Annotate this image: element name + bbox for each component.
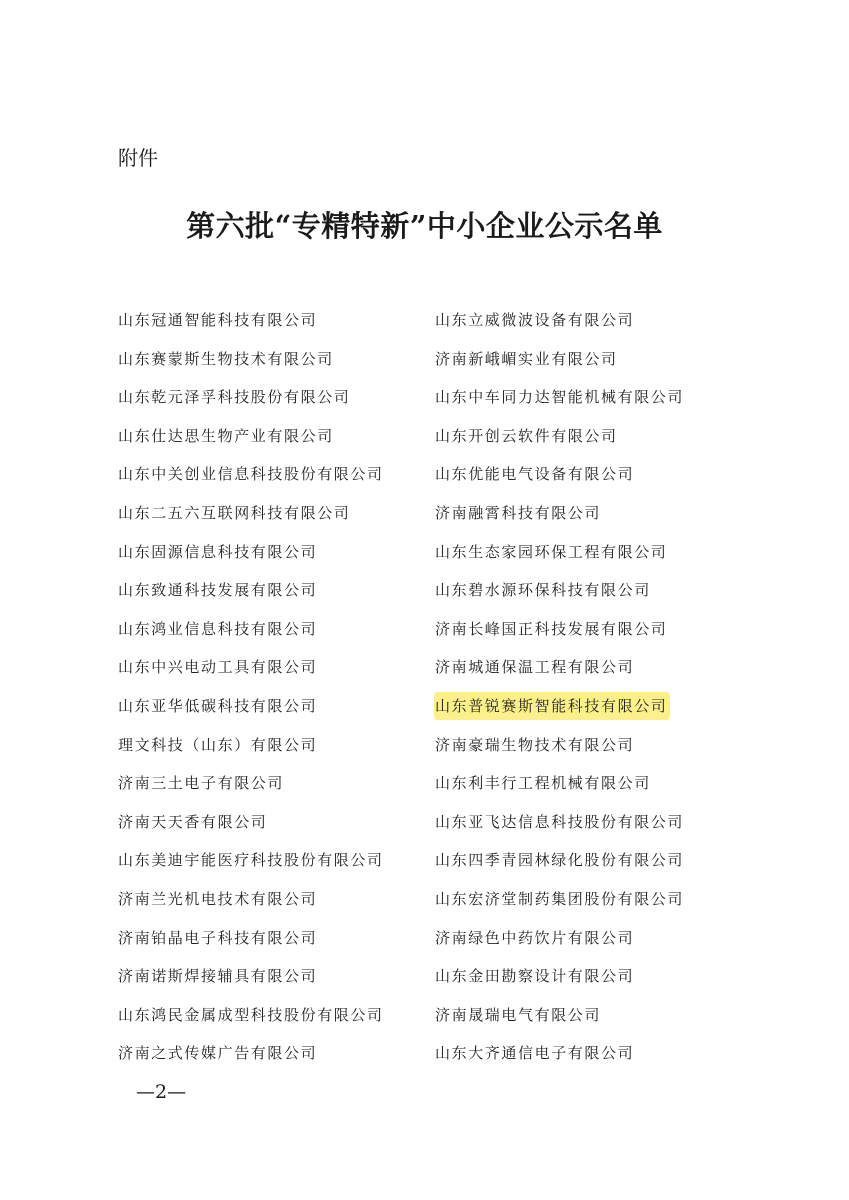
- company-list-item: [118, 538, 387, 577]
- company-name: 济南天天香有限公司: [118, 812, 268, 831]
- company-list-item: [118, 345, 387, 384]
- company-list-item: [118, 499, 387, 538]
- company-name: 山东大齐通信电子有限公司: [435, 1044, 635, 1063]
- company-name: 济南融霄科技有限公司: [435, 503, 602, 522]
- company-name: 济南新峨嵋实业有限公司: [435, 349, 618, 368]
- company-list-item: [435, 846, 687, 885]
- company-list-item: [435, 769, 687, 808]
- company-name: 山东亚华低碳科技有限公司: [118, 696, 318, 715]
- company-list-item: [118, 808, 387, 847]
- company-name: 济南绿色中药饮片有限公司: [435, 928, 635, 947]
- company-name: 济南豪瑞生物技术有限公司: [435, 735, 635, 754]
- company-name: 山东中车同力达智能机械有限公司: [435, 388, 685, 407]
- company-list-item: [118, 460, 387, 499]
- company-name: 济南城通保温工程有限公司: [435, 658, 635, 677]
- company-name: 济南兰光机电技术有限公司: [118, 889, 318, 908]
- company-list-item: [118, 306, 387, 345]
- company-list-item: [435, 885, 687, 924]
- company-name: 济南铂晶电子科技有限公司: [118, 928, 318, 947]
- company-name: 山东鸿业信息科技有限公司: [118, 619, 318, 638]
- company-name: 山东宏济堂制药集团股份有限公司: [435, 889, 685, 908]
- company-name: 山东中兴电动工具有限公司: [118, 658, 318, 677]
- company-list-item: [435, 653, 687, 692]
- company-list-item: [435, 692, 687, 731]
- company-list-item: [118, 769, 387, 808]
- company-list-item: [118, 1039, 387, 1078]
- company-name: 济南诺斯焊接辅具有限公司: [118, 967, 318, 986]
- company-list-item: [118, 383, 387, 422]
- attachment-label: 附件: [118, 146, 158, 170]
- company-list-item: [118, 885, 387, 924]
- company-name: 山东美迪宇能医疗科技股份有限公司: [118, 851, 384, 870]
- company-list-item: [118, 846, 387, 885]
- company-name: 山东生态家园环保工程有限公司: [435, 542, 668, 561]
- company-name: 山东四季青园林绿化股份有限公司: [435, 851, 685, 870]
- company-list-item: [435, 345, 687, 384]
- company-name: 山东金田勘察设计有限公司: [435, 967, 635, 986]
- company-list-item: [435, 924, 687, 963]
- company-list-item: [435, 306, 687, 345]
- company-name: 济南晟瑞电气有限公司: [435, 1005, 602, 1024]
- company-name: 山东利丰行工程机械有限公司: [435, 774, 651, 793]
- company-list-item: [118, 615, 387, 654]
- company-name: 山东致通科技发展有限公司: [118, 581, 318, 600]
- company-name: 济南长峰国正科技发展有限公司: [435, 619, 668, 638]
- company-list-item: [435, 576, 687, 615]
- company-name: 山东鸿民金属成型科技股份有限公司: [118, 1005, 384, 1024]
- company-list-item: [118, 1001, 387, 1040]
- company-name: 理文科技（山东）有限公司: [118, 735, 318, 754]
- page-title: 第六批“专精特新”中小企业公示名单: [186, 209, 663, 243]
- company-name: 山东碧水源环保科技有限公司: [435, 581, 651, 600]
- company-name: 山东仕达思生物产业有限公司: [118, 426, 334, 445]
- company-list-item: [118, 731, 387, 770]
- company-list-left: [118, 306, 387, 1078]
- company-name: 山东中关创业信息科技股份有限公司: [118, 465, 384, 484]
- company-list-item: [435, 962, 687, 1001]
- company-list-item: [435, 808, 687, 847]
- company-name: 山东二五六互联网科技有限公司: [118, 503, 351, 522]
- company-list-item: [435, 1039, 687, 1078]
- company-list-item: [118, 576, 387, 615]
- company-name: 山东开创云软件有限公司: [435, 426, 618, 445]
- company-name: 山东亚飞达信息科技股份有限公司: [435, 812, 685, 831]
- company-list-item: [435, 538, 687, 577]
- company-name: 济南三土电子有限公司: [118, 774, 285, 793]
- company-list-item: [118, 422, 387, 461]
- company-name: 山东乾元泽孚科技股份有限公司: [118, 388, 351, 407]
- page-number: —2—: [136, 1081, 187, 1103]
- company-name: 山东赛蒙斯生物技术有限公司: [118, 349, 334, 368]
- company-list-item: [118, 692, 387, 731]
- company-list-item: [435, 499, 687, 538]
- company-list-item: [118, 962, 387, 1001]
- company-list-item: [435, 615, 687, 654]
- company-list-item: [118, 924, 387, 963]
- company-list-item: [435, 422, 687, 461]
- company-list-right: [435, 306, 687, 1078]
- company-list-item: [118, 653, 387, 692]
- company-name: 山东普锐赛斯智能科技有限公司: [434, 692, 670, 720]
- company-name: 山东优能电气设备有限公司: [435, 465, 635, 484]
- company-name: 山东冠通智能科技有限公司: [118, 311, 318, 329]
- company-list-item: [435, 1001, 687, 1040]
- company-name: 山东固源信息科技有限公司: [118, 542, 318, 561]
- company-name: 山东立威微波设备有限公司: [435, 311, 635, 329]
- company-list-item: [435, 383, 687, 422]
- company-list-item: [435, 460, 687, 499]
- company-name: 济南之式传媒广告有限公司: [118, 1044, 318, 1063]
- company-list-item: [435, 731, 687, 770]
